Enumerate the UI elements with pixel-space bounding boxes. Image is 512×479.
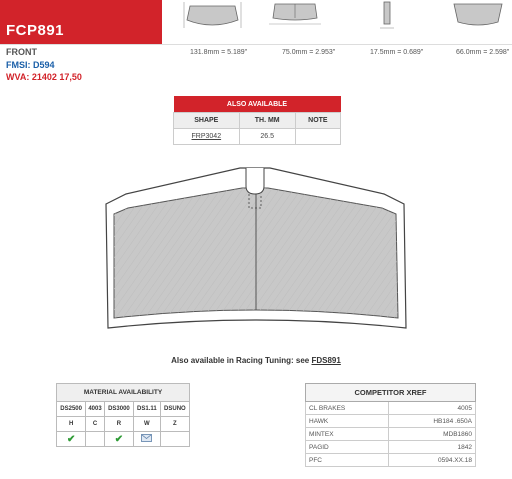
product-header (0, 0, 162, 44)
availability-cell (86, 432, 105, 447)
pad-length-thumbnail (448, 0, 508, 30)
table-row (306, 428, 476, 441)
availability-cell (104, 432, 133, 447)
dimension-width: 131.8mm = 5.189" (190, 49, 248, 56)
envelope-icon[interactable] (141, 434, 153, 443)
product-code: FCP891 (6, 22, 65, 39)
also-available-table (173, 96, 341, 145)
material-code: DSUNO (160, 402, 189, 417)
check-icon: ✔ (66, 433, 76, 445)
racing-text: Also available in Racing Tuning: see (171, 356, 310, 365)
column-thickness: TH. MM (239, 113, 295, 129)
competitor-code: MDB1860 (388, 428, 475, 441)
availability-cell[interactable] (134, 432, 161, 447)
column-note: NOTE (295, 113, 340, 129)
material-code: DS3000 (104, 402, 133, 417)
header-divider (0, 44, 512, 45)
table-row (306, 415, 476, 428)
column-shape: SHAPE (174, 113, 240, 129)
table-row (306, 441, 476, 454)
competitor-brand: CL BRAKES (306, 402, 389, 415)
competitor-code: HB184 .650A (388, 415, 475, 428)
table-row (306, 454, 476, 467)
material-letter: H (57, 417, 86, 432)
also-available-title: ALSO AVAILABLE (174, 96, 341, 113)
material-code: DS2500 (57, 402, 86, 417)
dimension-thickness: 17.5mm = 0.689" (370, 49, 424, 56)
availability-cell (57, 432, 86, 447)
competitor-code: 1842 (388, 441, 475, 454)
fmsi-label: FMSI: D594 (6, 60, 55, 70)
competitor-brand: HAWK (306, 415, 389, 428)
competitor-code: 4005 (388, 402, 475, 415)
position-label: FRONT (6, 47, 37, 57)
material-letter: W (134, 417, 161, 432)
material-availability-table (56, 383, 190, 447)
pad-thickness-thumbnail (372, 0, 402, 32)
thickness-cell: 26.5 (239, 129, 295, 145)
wva-label: WVA: 21402 17,50 (6, 72, 82, 82)
availability-cell (160, 432, 189, 447)
material-letter: Z (160, 417, 189, 432)
material-title: MATERIAL AVAILABILITY (57, 384, 190, 402)
pad-width-thumbnail (180, 0, 245, 30)
table-row (306, 402, 476, 415)
competitor-code: 0594.XX.18 (388, 454, 475, 467)
material-letter: R (104, 417, 133, 432)
material-letter: C (86, 417, 105, 432)
note-cell (295, 129, 340, 145)
material-code: 4003 (86, 402, 105, 417)
dimension-length: 66.0mm = 2.598" (456, 49, 510, 56)
competitor-brand: MINTEX (306, 428, 389, 441)
pad-height-thumbnail (265, 0, 325, 30)
sensor-notch (246, 168, 264, 194)
racing-note (0, 356, 512, 365)
shape-link[interactable]: FRP3042 (191, 133, 222, 140)
shape-cell[interactable] (174, 129, 240, 145)
dimension-height: 75.0mm = 2.953" (282, 49, 336, 56)
competitor-xref-table (305, 383, 476, 467)
racing-link[interactable]: FDS891 (311, 356, 341, 365)
check-icon: ✔ (114, 433, 124, 445)
competitor-title: COMPETITOR XREF (306, 384, 476, 402)
competitor-brand: PAGID (306, 441, 389, 454)
competitor-brand: PFC (306, 454, 389, 467)
material-code: DS1.11 (134, 402, 161, 417)
table-row (174, 129, 341, 145)
brake-pad-drawing (100, 162, 412, 342)
